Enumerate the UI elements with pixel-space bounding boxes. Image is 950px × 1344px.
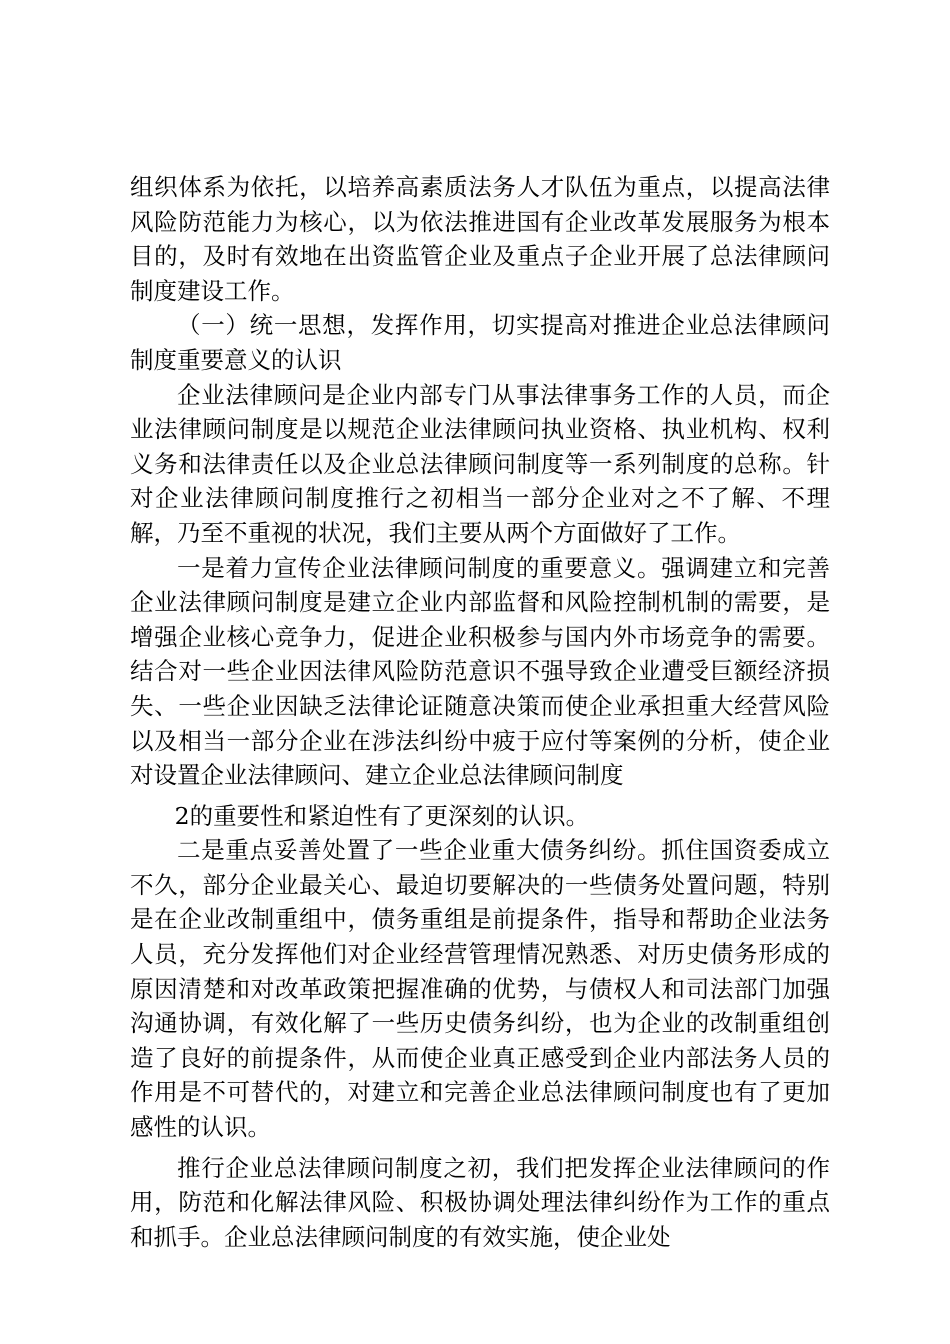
paragraph-point-two: 二是重点妥善处置了一些企业重大债务纠纷。抓住国资委成立不久，部分企业最关心、最迫切要解决的一些债务处置问题，特别是在企业改制重组中，债务重组是前提条件，指导和帮助企业法务人员，充分发挥他们对企业经营管理情况熟悉、对历史债务形成的原因清楚和对改革政策把握准确的优势，与债权人和司法部门加强沟通协调，有效化解了一些历史债务纠纷，也为企业的改制重组创造了良好的前提条件，从而使企业真正感受到企业内部法务人员的作用是不可替代的，对建立和完善企业总法律顾问制度也有了更加感性的认识。	[130, 836, 830, 1142]
paragraph-point-one: 一是着力宣传企业法律顾问制度的重要意义。强调建立和完善企业法律顾问制度是建立企业内部监督和风险控制机制的需要，是增强企业核心竞争力，促进企业积极参与国内外市场竞争的需要。结合对一些企业因法律风险防范意识不强导致企业遭受巨额经济损失、一些企业因缺乏法律论证随意决策而使企业承担重大经营风险以及相当一部分企业在涉法纠纷中疲于应付等案例的分析，使企业对设置企业法律顾问、建立企业总法律顾问制度	[130, 553, 830, 790]
paragraph-page-break-fragment: 2的重要性和紧迫性有了更深刻的认识。	[174, 801, 590, 830]
section-heading: （一）统一思想，发挥作用，切实提高对推进企业总法律顾问制度重要意义的认识	[130, 311, 830, 374]
document-body	[130, 170, 830, 1254]
paragraph-implementation: 推行企业总法律顾问制度之初，我们把发挥企业法律顾问的作用，防范和化解法律风险、积极协调处理法律纠纷作为工作的重点和抓手。企业总法律顾问制度的有效实施，使企业处	[130, 1153, 830, 1251]
paragraph-continuation: 组织体系为依托，以培养高素质法务人才队伍为重点，以提高法律风险防范能力为核心，以为依法推进国有企业改革发展服务为根本目的，及时有效地在出资监管企业及重点子企业开展了总法律顾问制度建设工作。	[130, 173, 830, 305]
paragraph-definition: 企业法律顾问是企业内部专门从事法律事务工作的人员，而企业法律顾问制度是以规范企业法律顾问执业资格、执业机构、权利义务和法律责任以及企业总法律顾问制度等一系列制度的总称。针对企业法律顾问制度推行之初相当一部分企业对之不了解、不理解，乃至不重视的状况，我们主要从两个方面做好了工作。	[130, 380, 830, 547]
